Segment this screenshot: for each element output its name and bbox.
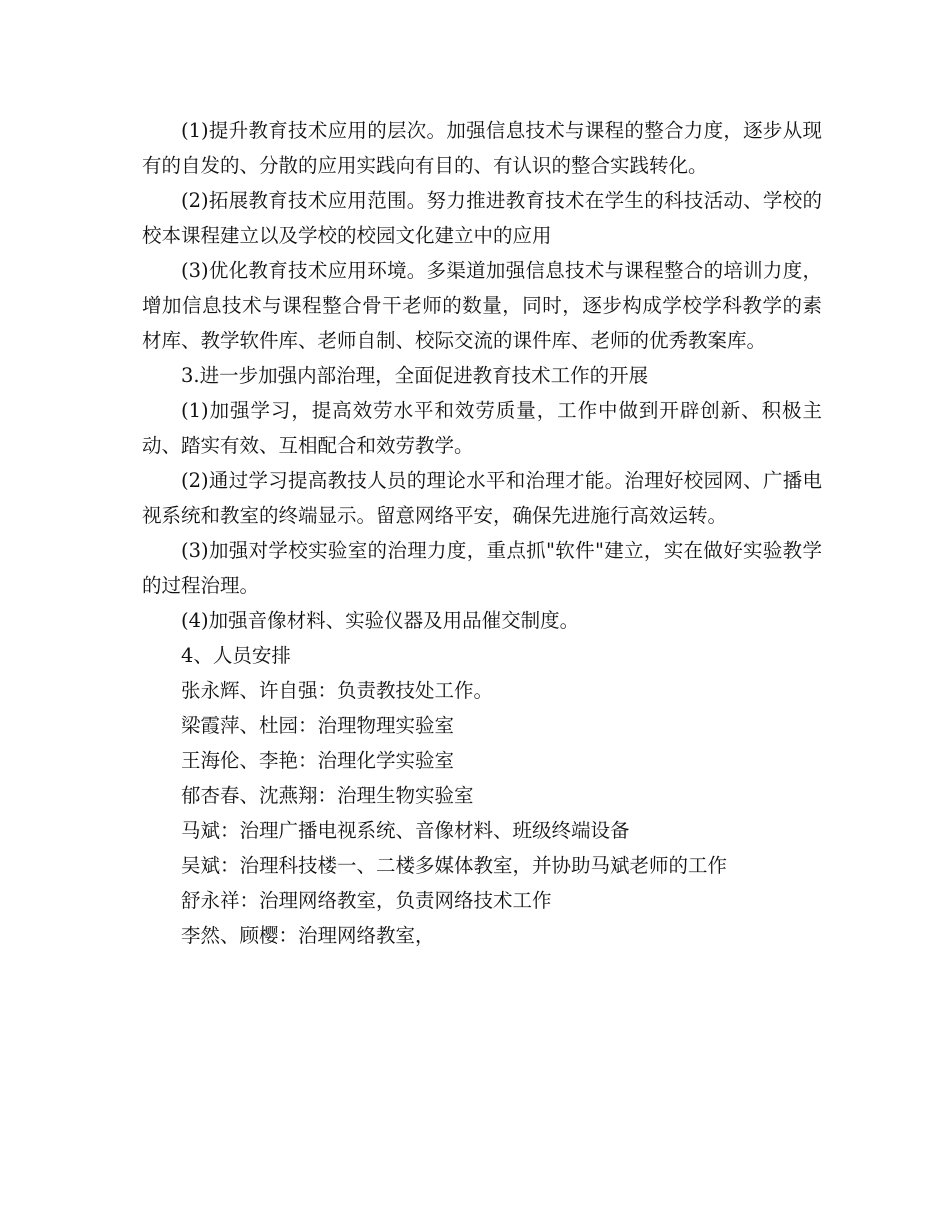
staff-line-4: 郁杏春、沈燕翔：治理生物实验室: [181, 784, 474, 807]
staff-line-3: 王海伦、李艳：治理化学实验室: [181, 749, 455, 772]
staff-line-7: 舒永祥：治理网络教室，负责网络技术工作: [181, 889, 552, 912]
paragraph-2: (2)拓展教育技术应用范围。努力推进教育技术在学生的科技活动、学校的校本课程建立以及学校的校园文化建立中的应用: [142, 189, 822, 247]
section-heading-3: 3.进一步加强内部治理，全面促进教育技术工作的开展: [181, 364, 649, 387]
paragraph-1: (1)提升教育技术应用的层次。加强信息技术与课程的整合力度，逐步从现有的自发的、分散的应用实践向有目的、有认识的整合实践转化。: [142, 119, 822, 177]
section-heading-4: 4、人员安排: [181, 644, 291, 667]
paragraph-4: (1)加强学习，提高效劳水平和效劳质量，工作中做到开辟创新、积极主动、踏实有效、互相配合和效劳教学。: [142, 399, 822, 457]
document-body: [142, 113, 822, 953]
paragraph-6: (3)加强对学校实验室的治理力度，重点抓"软件"建立，实在做好实验教学的过程治理。: [142, 539, 822, 597]
staff-line-6: 吴斌：治理科技楼一、二楼多媒体教室，并协助马斌老师的工作: [181, 854, 728, 877]
staff-line-5: 马斌：治理广播电视系统、音像材料、班级终端设备: [181, 819, 630, 842]
staff-line-1: 张永辉、许自强：负责教技处工作。: [181, 679, 494, 702]
staff-line-2: 梁霞萍、杜园：治理物理实验室: [181, 714, 455, 737]
paragraph-5: (2)通过学习提高教技人员的理论水平和治理才能。治理好校园网、广播电视系统和教室的终端显示。留意网络平安，确保先进施行高效运转。: [142, 469, 822, 527]
paragraph-3: (3)优化教育技术应用环境。多渠道加强信息技术与课程整合的培训力度，增加信息技术与课程整合骨干老师的数量，同时，逐步构成学校学科教学的素材库、教学软件库、老师自制、校际交流的课件库、老师的优秀教案库。: [142, 259, 822, 352]
staff-line-8: 李然、顾樱：治理网络教室，: [181, 924, 435, 947]
paragraph-7: (4)加强音像材料、实验仪器及用品催交制度。: [181, 609, 580, 632]
